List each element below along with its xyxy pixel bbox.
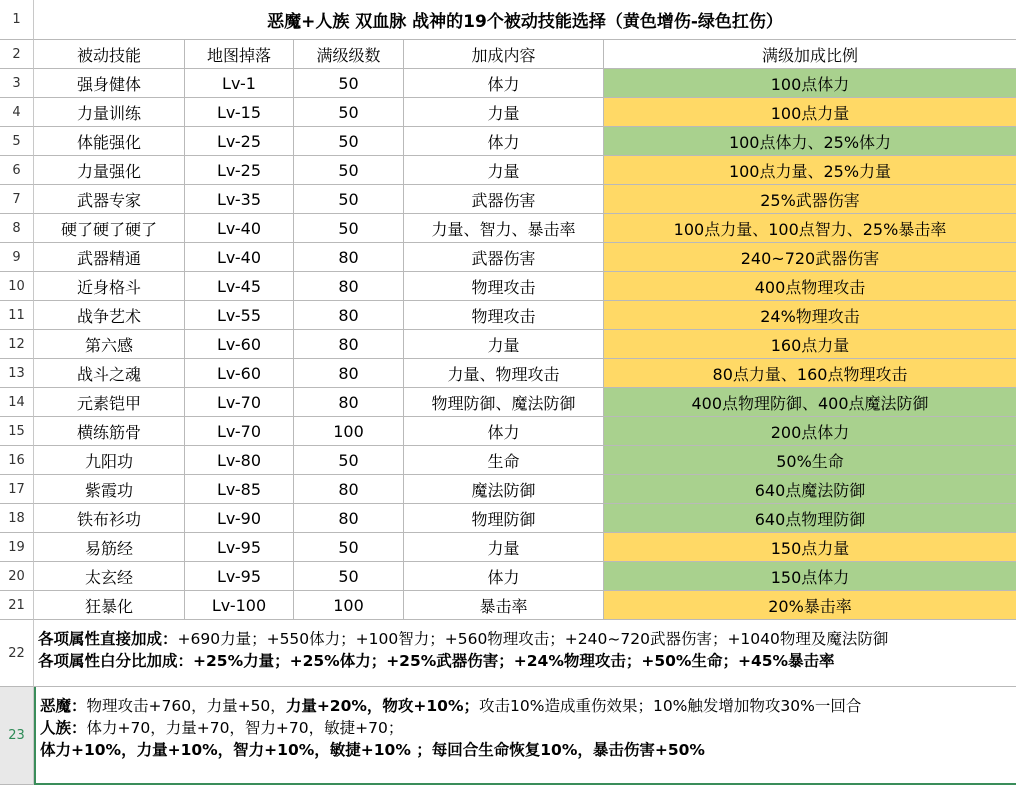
skill-name-cell[interactable]: 近身格斗 [34, 272, 185, 301]
bonus-content-cell[interactable]: 物理防御、魔法防御 [404, 388, 604, 417]
bonus-content-cell[interactable]: 物理防御 [404, 504, 604, 533]
row-number[interactable]: 23 [0, 687, 34, 785]
map-drop-cell[interactable]: Lv-70 [185, 417, 294, 446]
bonus-content-cell[interactable]: 体力 [404, 127, 604, 156]
bonus-content-cell[interactable]: 力量 [404, 98, 604, 127]
max-level-cell[interactable]: 50 [294, 185, 404, 214]
table-row [0, 185, 1016, 214]
summary-direct-label: 各项属性直接加成： [38, 630, 178, 648]
max-level-cell[interactable]: 80 [294, 388, 404, 417]
max-level-cell[interactable]: 50 [294, 533, 404, 562]
column-header[interactable]: 地图掉落 [185, 40, 294, 69]
table-row [0, 562, 1016, 591]
summary-percent-label: 各项属性白分比加成： [38, 652, 194, 670]
table-row [0, 156, 1016, 185]
row-number[interactable]: 15 [0, 417, 34, 446]
bonus-content-cell[interactable]: 物理攻击 [404, 272, 604, 301]
row-number[interactable]: 17 [0, 475, 34, 504]
bonus-content-cell[interactable]: 物理攻击 [404, 301, 604, 330]
row-number[interactable]: 11 [0, 301, 34, 330]
map-drop-cell[interactable]: Lv-25 [185, 127, 294, 156]
summary-line-direct [38, 628, 888, 650]
max-level-cell[interactable]: 100 [294, 417, 404, 446]
max-level-cell[interactable]: 100 [294, 591, 404, 620]
skill-name-cell[interactable]: 横练筋骨 [34, 417, 185, 446]
max-bonus-cell[interactable]: 640点物理防御 [604, 504, 1016, 533]
row-number[interactable]: 5 [0, 127, 34, 156]
bonus-content-cell[interactable]: 魔法防御 [404, 475, 604, 504]
skill-name-cell[interactable]: 武器专家 [34, 185, 185, 214]
table-row [0, 272, 1016, 301]
row-number[interactable]: 18 [0, 504, 34, 533]
max-level-cell[interactable]: 80 [294, 243, 404, 272]
table-row [0, 388, 1016, 417]
bloodline-demon-line [40, 695, 861, 717]
bonus-content-cell[interactable]: 武器伤害 [404, 185, 604, 214]
max-bonus-cell[interactable]: 80点力量、160点物理攻击 [604, 359, 1016, 388]
map-drop-cell[interactable]: Lv-85 [185, 475, 294, 504]
map-drop-cell[interactable]: Lv-60 [185, 359, 294, 388]
demon-percent: 力量+20%，物攻+10%； [285, 697, 479, 715]
max-level-cell[interactable]: 80 [294, 301, 404, 330]
row-number[interactable]: 8 [0, 214, 34, 243]
row-number[interactable]: 21 [0, 591, 34, 620]
table-row [0, 504, 1016, 533]
row-number[interactable]: 12 [0, 330, 34, 359]
max-level-cell[interactable]: 50 [294, 127, 404, 156]
max-level-cell[interactable]: 80 [294, 330, 404, 359]
row-number[interactable]: 4 [0, 98, 34, 127]
table-row [0, 475, 1016, 504]
skill-name-cell[interactable]: 力量强化 [34, 156, 185, 185]
max-bonus-cell[interactable]: 25%武器伤害 [604, 185, 1016, 214]
row-number[interactable]: 1 [0, 0, 34, 40]
bonus-content-cell[interactable]: 体力 [404, 417, 604, 446]
max-level-cell[interactable]: 50 [294, 214, 404, 243]
table-row [0, 243, 1016, 272]
skill-name-cell[interactable]: 元素铠甲 [34, 388, 185, 417]
row-number[interactable]: 22 [0, 620, 34, 687]
map-drop-cell[interactable]: Lv-35 [185, 185, 294, 214]
column-header[interactable]: 满级加成比例 [604, 40, 1016, 69]
skill-name-cell[interactable]: 狂暴化 [34, 591, 185, 620]
row-number[interactable]: 20 [0, 562, 34, 591]
bonus-content-cell[interactable]: 体力 [404, 562, 604, 591]
bonus-content-cell[interactable]: 力量 [404, 156, 604, 185]
table-row [0, 214, 1016, 243]
summary-row [0, 620, 1016, 687]
bonus-content-cell[interactable]: 力量、智力、暴击率 [404, 214, 604, 243]
summary-line-percent [38, 650, 835, 672]
max-bonus-cell[interactable]: 400点物理攻击 [604, 272, 1016, 301]
max-bonus-cell[interactable]: 50%生命 [604, 446, 1016, 475]
column-header[interactable]: 被动技能 [34, 40, 185, 69]
bloodline-cell[interactable] [34, 687, 1016, 785]
skill-name-cell[interactable]: 战斗之魂 [34, 359, 185, 388]
column-header[interactable]: 满级级数 [294, 40, 404, 69]
skill-name-cell[interactable]: 易筋经 [34, 533, 185, 562]
map-drop-cell[interactable]: Lv-25 [185, 156, 294, 185]
bonus-content-cell[interactable]: 生命 [404, 446, 604, 475]
map-drop-cell[interactable]: Lv-70 [185, 388, 294, 417]
bonus-content-cell[interactable]: 武器伤害 [404, 243, 604, 272]
table-row [0, 359, 1016, 388]
map-drop-cell[interactable]: Lv-80 [185, 446, 294, 475]
max-level-cell[interactable]: 50 [294, 69, 404, 98]
demon-label: 恶魔： [40, 697, 87, 715]
max-bonus-cell[interactable]: 150点力量 [604, 533, 1016, 562]
map-drop-cell[interactable]: Lv-100 [185, 591, 294, 620]
max-level-cell[interactable]: 50 [294, 98, 404, 127]
skill-name-cell[interactable]: 九阳功 [34, 446, 185, 475]
max-level-cell[interactable]: 50 [294, 156, 404, 185]
skill-name-cell[interactable]: 太玄经 [34, 562, 185, 591]
map-drop-cell[interactable]: Lv-40 [185, 214, 294, 243]
bonus-content-cell[interactable]: 力量 [404, 533, 604, 562]
column-header[interactable]: 加成内容 [404, 40, 604, 69]
bloodline-human-percent-line [40, 739, 705, 761]
map-drop-cell[interactable]: Lv-45 [185, 272, 294, 301]
table-row [0, 69, 1016, 98]
row-number[interactable]: 19 [0, 533, 34, 562]
max-bonus-cell[interactable]: 100点力量、25%力量 [604, 156, 1016, 185]
table-row [0, 127, 1016, 156]
max-bonus-cell[interactable]: 100点体力 [604, 69, 1016, 98]
table-row [0, 446, 1016, 475]
map-drop-cell[interactable]: Lv-55 [185, 301, 294, 330]
map-drop-cell[interactable]: Lv-15 [185, 98, 294, 127]
row-number[interactable]: 16 [0, 446, 34, 475]
map-drop-cell[interactable]: Lv-60 [185, 330, 294, 359]
max-level-cell[interactable]: 80 [294, 504, 404, 533]
max-bonus-cell[interactable]: 24%物理攻击 [604, 301, 1016, 330]
max-level-cell[interactable]: 50 [294, 562, 404, 591]
bonus-content-cell[interactable]: 暴击率 [404, 591, 604, 620]
summary-percent-text: +25%力量；+25%体力；+25%武器伤害；+24%物理攻击；+50%生命；+45%暴击率 [193, 652, 835, 670]
skill-name-cell[interactable]: 战争艺术 [34, 301, 185, 330]
max-bonus-cell[interactable]: 150点体力 [604, 562, 1016, 591]
row-number[interactable]: 6 [0, 156, 34, 185]
max-level-cell[interactable]: 50 [294, 446, 404, 475]
human-label: 人族： [40, 719, 87, 737]
row-number[interactable]: 9 [0, 243, 34, 272]
row-number[interactable]: 7 [0, 185, 34, 214]
map-drop-cell[interactable]: Lv-95 [185, 562, 294, 591]
row-number[interactable]: 2 [0, 40, 34, 69]
max-bonus-cell[interactable]: 160点力量 [604, 330, 1016, 359]
map-drop-cell[interactable]: Lv-95 [185, 533, 294, 562]
skill-name-cell[interactable]: 硬了硬了硬了 [34, 214, 185, 243]
skill-name-cell[interactable]: 强身健体 [34, 69, 185, 98]
skill-name-cell[interactable]: 力量训练 [34, 98, 185, 127]
max-bonus-cell[interactable]: 200点体力 [604, 417, 1016, 446]
skill-name-cell[interactable]: 武器精通 [34, 243, 185, 272]
table-row [0, 591, 1016, 620]
summary-cell[interactable] [34, 620, 1016, 687]
row-number[interactable]: 14 [0, 388, 34, 417]
max-bonus-cell[interactable]: 20%暴击率 [604, 591, 1016, 620]
max-bonus-cell[interactable]: 100点体力、25%体力 [604, 127, 1016, 156]
human-percent: 体力+10%，力量+10%，智力+10%，敏捷+10% ；每回合生命恢复10%，暴击伤害+50% [40, 741, 705, 759]
max-bonus-cell[interactable]: 400点物理防御、400点魔法防御 [604, 388, 1016, 417]
max-bonus-cell[interactable]: 100点力量 [604, 98, 1016, 127]
summary-direct-text: +690力量；+550体力；+100智力；+560物理攻击；+240~720武器伤害；+1040物理及魔法防御 [177, 630, 889, 648]
sheet-title[interactable]: 恶魔+人族 双血脉 战神的19个被动技能选择（黄色增伤-绿色扛伤） [34, 0, 1016, 40]
map-drop-cell[interactable]: Lv-40 [185, 243, 294, 272]
max-level-cell[interactable]: 80 [294, 272, 404, 301]
max-level-cell[interactable]: 80 [294, 475, 404, 504]
bloodline-human-line [40, 717, 403, 739]
table-row [0, 533, 1016, 562]
map-drop-cell[interactable]: Lv-90 [185, 504, 294, 533]
row-number[interactable]: 3 [0, 69, 34, 98]
skill-name-cell[interactable]: 体能强化 [34, 127, 185, 156]
map-drop-cell[interactable]: Lv-1 [185, 69, 294, 98]
bonus-content-cell[interactable]: 力量、物理攻击 [404, 359, 604, 388]
demon-effect: 攻击10%造成重伤效果；10%触发增加物攻30%一回合 [479, 697, 862, 715]
row-number[interactable]: 13 [0, 359, 34, 388]
skill-name-cell[interactable]: 紫霞功 [34, 475, 185, 504]
header-row [0, 40, 1016, 69]
max-bonus-cell[interactable]: 640点魔法防御 [604, 475, 1016, 504]
title-row [0, 0, 1016, 40]
table-row [0, 301, 1016, 330]
table-row [0, 98, 1016, 127]
bloodline-row [0, 687, 1016, 785]
table-row [0, 330, 1016, 359]
skill-name-cell[interactable]: 第六感 [34, 330, 185, 359]
table-row [0, 417, 1016, 446]
bonus-content-cell[interactable]: 力量 [404, 330, 604, 359]
max-level-cell[interactable]: 80 [294, 359, 404, 388]
demon-stats: 物理攻击+760，力量+50， [86, 697, 286, 715]
human-stats: 体力+70，力量+70，智力+70，敏捷+70； [86, 719, 404, 737]
skill-name-cell[interactable]: 铁布衫功 [34, 504, 185, 533]
max-bonus-cell[interactable]: 100点力量、100点智力、25%暴击率 [604, 214, 1016, 243]
row-number[interactable]: 10 [0, 272, 34, 301]
max-bonus-cell[interactable]: 240~720武器伤害 [604, 243, 1016, 272]
bonus-content-cell[interactable]: 体力 [404, 69, 604, 98]
